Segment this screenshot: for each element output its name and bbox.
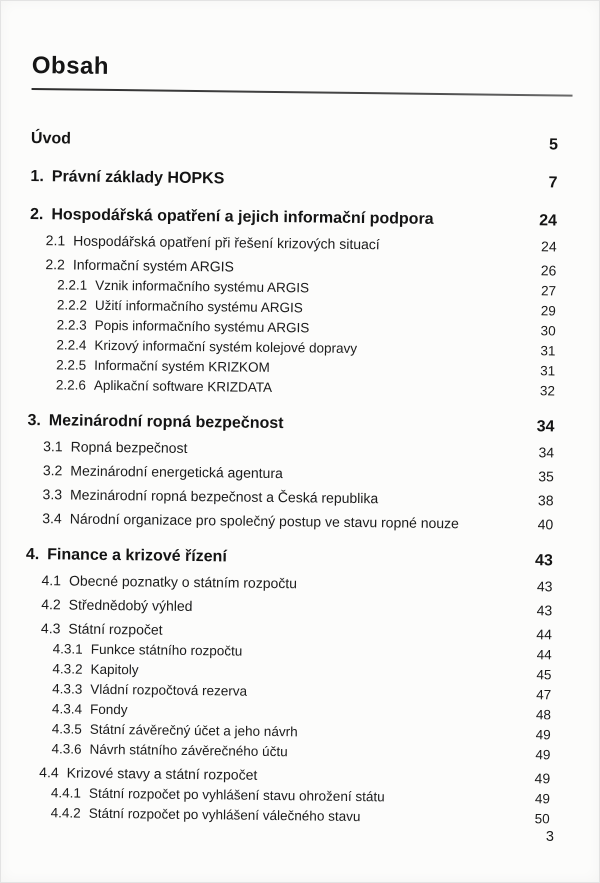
- toc-entry-number: 4.3: [40, 620, 61, 637]
- toc-entry-page: 5: [548, 136, 559, 154]
- toc-entry: [30, 168, 563, 193]
- toc-entry-page: 38: [537, 492, 554, 509]
- toc-entry: [26, 511, 559, 533]
- folio-page-number: 3: [545, 829, 554, 845]
- toc-entry-title: Informační systém ARGIS: [72, 256, 235, 275]
- toc-entry-number: 2.2.5: [56, 357, 87, 373]
- toc-entry-number: 3.2: [42, 462, 63, 479]
- toc-entry-page: 49: [534, 791, 551, 807]
- toc-entry-title: Úvod: [30, 129, 72, 148]
- toc-entry-title: Vznik informačního systému ARGIS: [95, 277, 310, 296]
- toc-entry-page: 49: [535, 727, 551, 743]
- page-title: Obsah: [31, 52, 110, 80]
- toc-entry-title: Státní rozpočet: [68, 620, 163, 638]
- toc-entry: [24, 662, 557, 683]
- toc-entry-page: 49: [534, 770, 551, 787]
- toc-entry-page: 43: [536, 602, 553, 619]
- toc-entry: [23, 742, 556, 763]
- toc-entry-page: 50: [534, 811, 550, 827]
- toc-entry-title: Popis informačního systému ARGIS: [94, 317, 310, 336]
- toc-entry-page: 43: [536, 578, 553, 595]
- toc-entry-number: 2.2.3: [56, 317, 87, 333]
- toc-entry: [27, 487, 560, 509]
- toc-entry-title: Funkce státního rozpočtu: [90, 641, 243, 659]
- toc-entry: [28, 378, 561, 399]
- toc-entry: [24, 722, 557, 743]
- toc-entry-number: 2.2.6: [55, 377, 87, 393]
- toc-entry: [27, 463, 560, 485]
- toc-entry-number: 2.2.2: [56, 297, 88, 313]
- toc-entry-number: 4.4: [39, 764, 59, 781]
- toc-entry-title: Státní rozpočet po vyhlášení stavu ohrožení státu: [88, 785, 385, 805]
- toc-entry: [26, 546, 559, 571]
- toc-entry-number: 4.3.5: [51, 721, 82, 737]
- toc-entry-title: Ropná bezpečnost: [70, 438, 188, 456]
- toc-entry: [25, 597, 558, 619]
- toc-entry-number: 3.: [27, 411, 41, 430]
- toc-entry-title: Krizové stavy a státní rozpočet: [66, 764, 258, 783]
- page-content: [23, 53, 565, 826]
- toc-entry-page: 29: [540, 303, 556, 319]
- toc-entry-title: Mezinárodní energetická agentura: [70, 462, 283, 482]
- toc-entry: [27, 439, 560, 461]
- toc-entry-number: 4.3.6: [51, 741, 82, 757]
- toc-entry-title: Vládní rozpočtová rezerva: [90, 681, 248, 699]
- toc-entry-title: Informační systém KRIZKOM: [94, 357, 270, 375]
- toc-entry-number: 3.4: [42, 510, 62, 527]
- toc-entry-page: 32: [539, 383, 556, 399]
- toc-entry-title: Užití informačního systému ARGIS: [94, 297, 303, 316]
- toc-entry-title: Krizový informační systém kolejové dopravy: [94, 337, 358, 356]
- toc-entry-page: 24: [541, 238, 557, 255]
- toc-entry: [29, 318, 562, 339]
- toc-entry-page: 34: [538, 444, 555, 461]
- toc-entry-page: 34: [536, 418, 555, 436]
- toc-entry-page: 30: [540, 323, 556, 339]
- toc-entry: [25, 573, 558, 595]
- toc-entry-title: Finance a krizové řízení: [47, 546, 227, 566]
- toc-entry-page: 27: [541, 283, 557, 299]
- toc-entry-title: Mezinárodní ropná bezpečnost a Česká republika: [69, 486, 379, 507]
- toc-entry-number: 2.: [29, 205, 44, 224]
- toc-entry: [29, 257, 562, 279]
- toc-entry-page: 43: [534, 552, 553, 570]
- toc-entry-title: Mezinárodní ropná bezpečnost: [48, 412, 284, 433]
- toc-entry-title: Aplikační software KRIZDATA: [93, 377, 273, 395]
- toc-entry: [23, 765, 556, 787]
- toc-entry-number: 4.3.2: [52, 661, 83, 677]
- toc-entry-page: 47: [536, 687, 552, 703]
- toc-entry: [24, 702, 557, 723]
- toc-entry-title: Národní organizace pro společný postup ve stavu ropné nouze: [69, 510, 459, 532]
- toc-entry: [29, 298, 562, 319]
- toc-entry-title: Právní základy HOPKS: [51, 168, 225, 188]
- toc-entry-page: 35: [538, 468, 554, 485]
- toc-entry-page: 48: [535, 707, 552, 723]
- toc-entry-title: Hospodářská opatření a jejich informační podpora: [51, 206, 434, 228]
- toc-entry: [31, 130, 564, 155]
- toc-entry-title: Obecné poznatky o státním rozpočtu: [68, 572, 298, 592]
- title-rule: [32, 88, 573, 97]
- toc-entry-title: Hospodářská opatření při řešení krizových situací: [73, 232, 380, 253]
- toc-entry-number: 2.2: [45, 256, 65, 273]
- toc-entry-title: Státní závěrečný účet a jeho návrh: [89, 721, 298, 740]
- toc-entry-number: 2.1: [45, 232, 66, 249]
- toc-entry: [25, 642, 558, 663]
- toc-entry-title: Státní rozpočet po vyhlášení válečného stavu: [88, 805, 361, 825]
- toc-entry: [27, 412, 560, 437]
- toc-list: [23, 130, 564, 826]
- toc-entry: [30, 233, 563, 255]
- toc-entry-page: 40: [537, 516, 554, 533]
- toc-entry-page: 26: [540, 262, 557, 279]
- toc-entry: [30, 206, 563, 231]
- toc-entry-page: 31: [540, 363, 556, 379]
- toc-entry: [23, 786, 556, 807]
- toc-entry-number: 2.2.4: [56, 337, 87, 353]
- toc-entry-number: 1.: [30, 167, 44, 186]
- toc-entry-page: 7: [548, 174, 558, 192]
- toc-entry-number: 4.3.3: [52, 681, 83, 697]
- toc-entry-number: 2.2.1: [57, 277, 88, 293]
- toc-entry: [28, 338, 561, 359]
- toc-entry-title: Návrh státního závěrečného účtu: [89, 741, 288, 760]
- toc-entry: [29, 278, 562, 299]
- toc-entry-number: 4.1: [41, 572, 62, 589]
- toc-entry-title: Kapitoly: [90, 661, 139, 678]
- toc-entry: [28, 358, 561, 379]
- toc-entry-number: 4.4.2: [50, 805, 81, 821]
- toc-entry-page: 49: [535, 747, 551, 763]
- toc-entry-number: 4.3.1: [52, 641, 83, 657]
- toc-entry-title: Fondy: [89, 701, 128, 718]
- toc-entry: [23, 806, 556, 827]
- toc-entry-number: 3.1: [43, 438, 63, 455]
- toc-entry-number: 4.3.4: [51, 701, 83, 717]
- toc-entry-number: 4.2: [41, 596, 61, 613]
- toc-entry-number: 4.4.1: [50, 785, 82, 801]
- toc-entry-page: 44: [536, 647, 552, 663]
- toc-entry-title: Střednědobý výhled: [68, 596, 193, 615]
- toc-entry-page: 44: [536, 626, 553, 643]
- toc-entry: [24, 682, 557, 703]
- toc-entry: [25, 621, 558, 643]
- toc-entry-page: 31: [540, 343, 556, 359]
- toc-entry-number: 4.: [25, 545, 40, 564]
- toc-entry-number: 3.3: [42, 486, 63, 503]
- toc-entry-page: 45: [536, 667, 552, 683]
- toc-entry-page: 24: [539, 212, 558, 230]
